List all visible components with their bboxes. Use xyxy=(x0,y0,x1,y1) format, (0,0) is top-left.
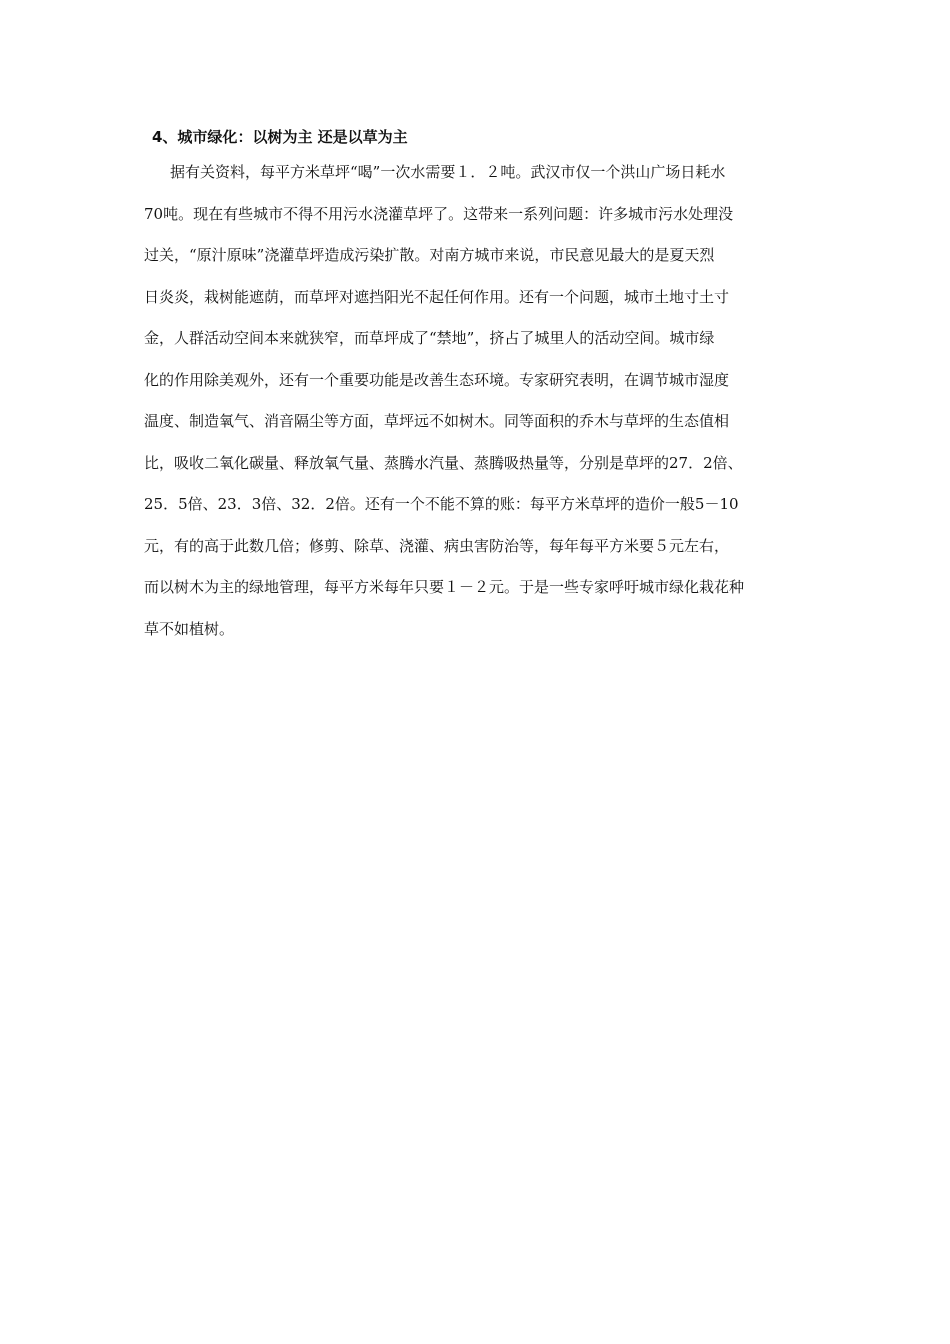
paragraph-line: 据有关资料，每平方米草坪“喝”一次水需要１．２吨。武汉市仅一个洪山广场日耗水 xyxy=(170,163,726,181)
paragraph-line: 比，吸收二氧化碳量、释放氧气量、蒸腾水汽量、蒸腾吸热量等，分别是草坪的27．2倍、 xyxy=(144,453,743,472)
paragraph-line: 元，有的高于此数几倍；修剪、除草、浇灌、病虫害防治等，每年每平方米要５元左右， xyxy=(144,536,730,555)
section-heading: 4、城市绿化：以树为主 还是以草为主 xyxy=(152,128,408,146)
paragraph-line: 日炎炎，栽树能遮荫，而草坪对遮挡阳光不起任何作用。还有一个问题，城市土地寸土寸 xyxy=(144,287,730,306)
paragraph-line: 化的作用除美观外，还有一个重要功能是改善生态环境。专家研究表明，在调节城市湿度 xyxy=(144,370,730,389)
paragraph xyxy=(144,158,824,656)
paragraph-line: 过关，“原汁原味”浇灌草坪造成污染扩散。对南方城市来说，市民意见最大的是夏天烈 xyxy=(144,246,715,264)
paragraph-line: 25．5倍、23．3倍、32．2倍。还有一个不能不算的账：每平方米草坪的造价一般5－10 xyxy=(144,495,739,513)
paragraph-line: 70吨。现在有些城市不得不用污水浇灌草坪了。这带来一系列问题：许多城市污水处理没 xyxy=(144,204,734,223)
paragraph-line: 温度、制造氧气、消音隔尘等方面，草坪远不如树木。同等面积的乔木与草坪的生态值相 xyxy=(144,412,730,430)
paragraph-line: 而以树木为主的绿地管理，每平方米每年只要１－２元。于是一些专家呼吁城市绿化栽花种 xyxy=(144,578,745,596)
paragraph-line: 草不如植树。 xyxy=(144,619,235,638)
paragraph-line: 金，人群活动空间本来就狭窄，而草坪成了“禁地”，挤占了城里人的活动空间。城市绿 xyxy=(144,329,715,347)
